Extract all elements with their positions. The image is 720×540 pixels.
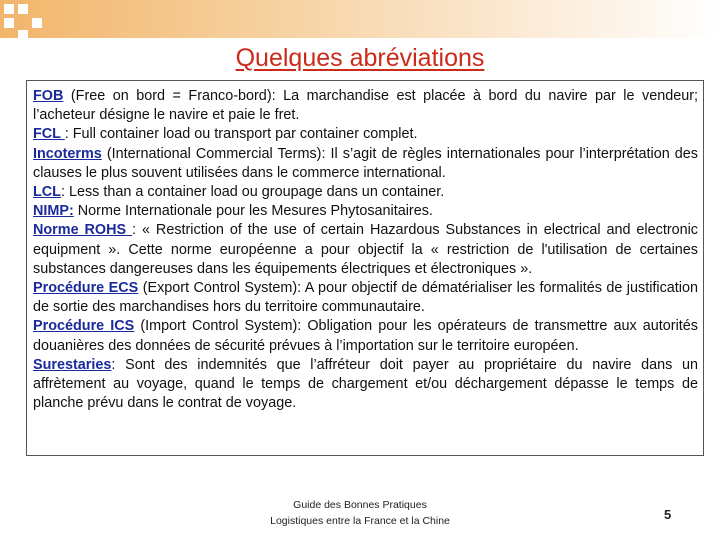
entry-surestaries bbox=[33, 356, 698, 414]
entry-term: FCL bbox=[33, 126, 65, 143]
entry-text: : Sont des indemnités que l’affréteur doit payer au propriétaire du navire dans un affrètement au voyage, quand le temps de chargement et/ou déchargement dépasse le temps de planche prévu dans le contrat de voyage. bbox=[33, 356, 698, 412]
entry-term: Surestaries bbox=[33, 356, 112, 373]
entry-text: : « Restriction of the use of certain Hazardous Substances in electrical and electronic equipment ». Cette norme européenne a pour objectif la « restriction de l'utilisation de certaines substances dangereuses dans les équipements électriques et électroniques ». bbox=[33, 222, 699, 277]
page-title: Quelques abréviations bbox=[235, 44, 485, 72]
entry-term: FOB bbox=[33, 88, 64, 104]
entry-lcl bbox=[33, 183, 698, 202]
entry-term: Procédure ICS bbox=[33, 318, 135, 335]
corner-squares-decoration bbox=[0, 0, 60, 45]
entry-ecs bbox=[33, 279, 698, 317]
entry-text: : Full container load ou transport par container complet. bbox=[64, 126, 418, 143]
footer-line-2: Logistiques entre la France et la Chine bbox=[270, 515, 450, 527]
entry-text: (Free on bord = Franco-bord): La marchandise est placée à bord du navire par le vendeur; l’acheteur désigne le navire et paie le fret. bbox=[33, 88, 698, 124]
entry-term: Procédure ECS bbox=[33, 280, 139, 297]
entry-term: LCL bbox=[33, 184, 61, 201]
entry-text: Norme Internationale pour les Mesures Phytosanitaires. bbox=[73, 203, 433, 220]
entry-fob bbox=[33, 87, 698, 125]
entry-text: (Import Control System): Obligation pour les opérateurs de transmettre aux autorités douanières des données de sécurité prévues à l’importation sur le territoire européen. bbox=[33, 318, 698, 354]
entry-text: (International Commercial Terms): Il s’agit de règles internationales pour l’interprétation des clauses le plus souvent utilisées dans le commerce international. bbox=[33, 145, 698, 181]
entry-nimp bbox=[33, 202, 698, 221]
entry-rohs bbox=[33, 221, 698, 279]
entry-incoterms bbox=[33, 145, 698, 183]
entry-text: (Export Control System): A pour objectif de dématérialiser les formalités de justification de sortie des marchandises hors du territoire communautaire. bbox=[33, 280, 698, 316]
entry-term: NIMP: bbox=[33, 203, 74, 220]
header-gradient-bar bbox=[0, 0, 720, 38]
page-number: 5 bbox=[664, 507, 672, 522]
entry-fcl bbox=[33, 125, 698, 144]
entry-term: Incoterms bbox=[33, 145, 102, 162]
entry-text: : Less than a container load ou groupage dans un container. bbox=[60, 184, 445, 201]
footer-line-1: Guide des Bonnes Pratiques bbox=[293, 499, 427, 511]
footer-caption bbox=[0, 497, 720, 529]
entry-term: Norme ROHS bbox=[33, 222, 133, 239]
abbreviations-box bbox=[26, 80, 704, 456]
entry-ics bbox=[33, 317, 698, 355]
